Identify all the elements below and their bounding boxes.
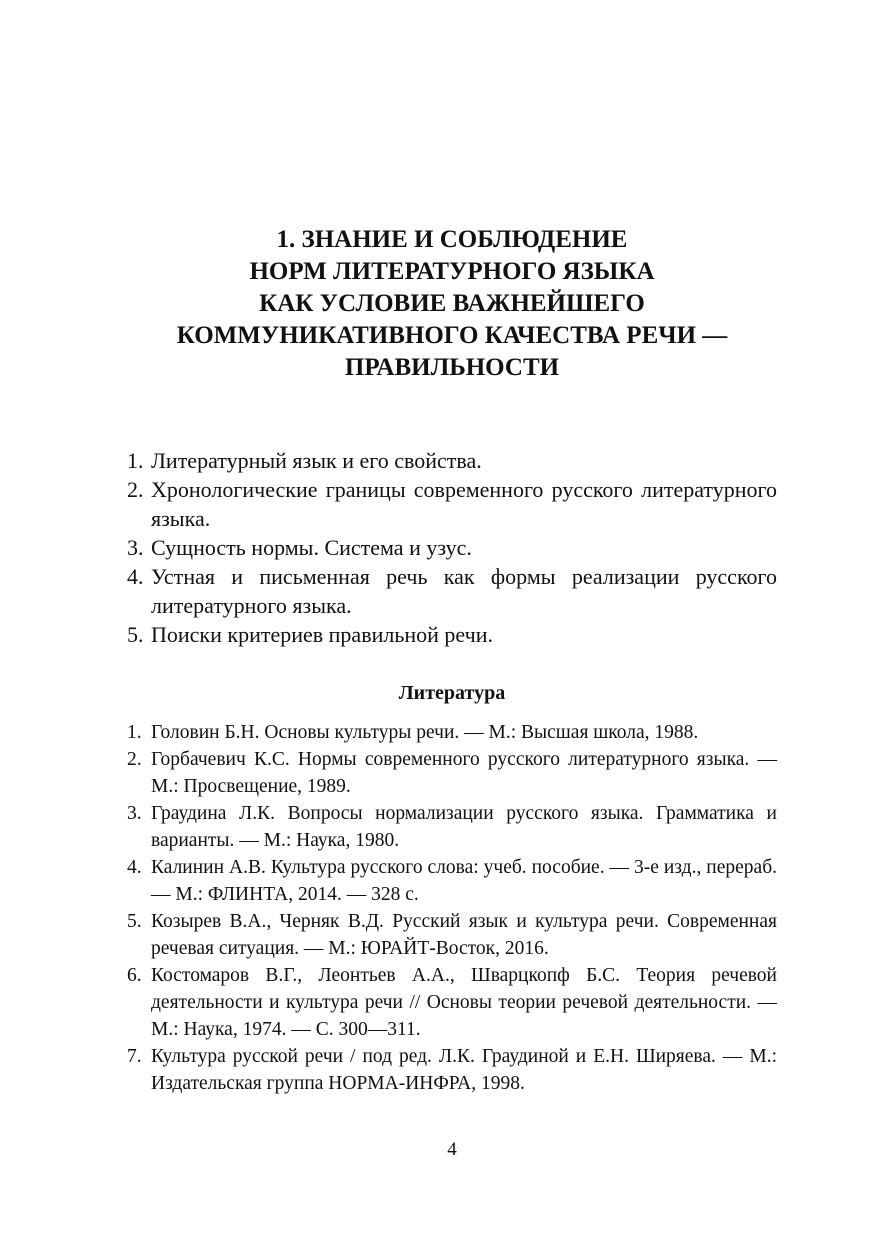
chapter-title	[127, 224, 777, 384]
literature-item	[127, 854, 777, 908]
question-number: 2.	[127, 477, 144, 502]
literature-number: 2.	[127, 749, 142, 770]
literature-text: Горбачевич К.С. Нормы современного русского литературного языка. — М.: Просвещение, 1989.	[151, 749, 777, 797]
book-page	[127, 0, 777, 1241]
literature-item	[127, 962, 777, 1043]
literature-number: 7.	[127, 1046, 142, 1067]
question-text: Устная и письменная речь как формы реализации русского литературного языка.	[151, 564, 777, 618]
question-item	[127, 446, 777, 475]
chapter-title-line: ПРАВИЛЬНОСТИ	[344, 354, 560, 381]
literature-number: 3.	[127, 803, 142, 824]
question-item	[127, 475, 777, 533]
literature-item	[127, 800, 777, 854]
literature-item	[127, 746, 777, 800]
literature-number: 5.	[127, 911, 142, 932]
literature-text: Козырев В.А., Черняк В.Д. Русский язык и культура речи. Современная речевая ситуация. — М.: ЮРАЙТ-Восток, 2016.	[151, 911, 777, 959]
literature-text: Калинин А.В. Культура русского слова: учеб. пособие. — 3-е изд., перераб. — М.: ФЛИНТА, 2014. — 328 с.	[151, 857, 777, 905]
literature-item	[127, 1043, 777, 1097]
literature-number: 1.	[127, 722, 142, 743]
question-text: Хронологические границы современного русского литературного языка.	[151, 477, 777, 531]
question-number: 5.	[127, 622, 144, 647]
question-item	[127, 620, 777, 649]
question-item	[127, 533, 777, 562]
literature-list	[127, 719, 777, 1097]
question-number: 3.	[127, 535, 144, 560]
literature-heading: Литература	[398, 682, 506, 704]
literature-item	[127, 719, 777, 746]
literature-text: Культура русской речи / под ред. Л.К. Граудиной и Е.Н. Ширяева. — М.: Издательская группа НОРМА-ИНФРА, 1998.	[151, 1046, 777, 1094]
question-text: Сущность нормы. Система и узус.	[151, 535, 472, 560]
literature-text: Граудина Л.К. Вопросы нормализации русского языка. Грамматика и варианты. — М.: Наука, 1980.	[151, 803, 777, 851]
chapter-title-line: КОММУНИКАТИВНОГО КАЧЕСТВА РЕЧИ —	[176, 322, 728, 349]
chapter-title-line: НОРМ ЛИТЕРАТУРНОГО ЯЗЫКА	[249, 258, 655, 285]
question-item	[127, 562, 777, 620]
question-text: Поиски критериев правильной речи.	[151, 622, 493, 647]
question-number: 1.	[127, 448, 144, 473]
question-number: 4.	[127, 564, 144, 589]
literature-text: Головин Б.Н. Основы культуры речи. — М.: Высшая школа, 1988.	[151, 722, 699, 743]
question-text: Литературный язык и его свойства.	[151, 448, 482, 473]
chapter-title-line: 1. ЗНАНИЕ И СОБЛЮДЕНИЕ	[276, 226, 628, 253]
chapter-title-line: КАК УСЛОВИЕ ВАЖНЕЙШЕГО	[259, 290, 645, 317]
literature-number: 6.	[127, 965, 142, 986]
literature-text: Костомаров В.Г., Леонтьев А.А., Шварцкопф Б.С. Теория речевой деятельности и культура речи // Основы теории речевой деятельности. — М.: Наука, 1974. — С. 300—311.	[151, 965, 777, 1040]
literature-number: 4.	[127, 857, 142, 878]
question-list	[127, 446, 777, 649]
page-number: 4	[447, 1139, 457, 1160]
literature-item	[127, 908, 777, 962]
